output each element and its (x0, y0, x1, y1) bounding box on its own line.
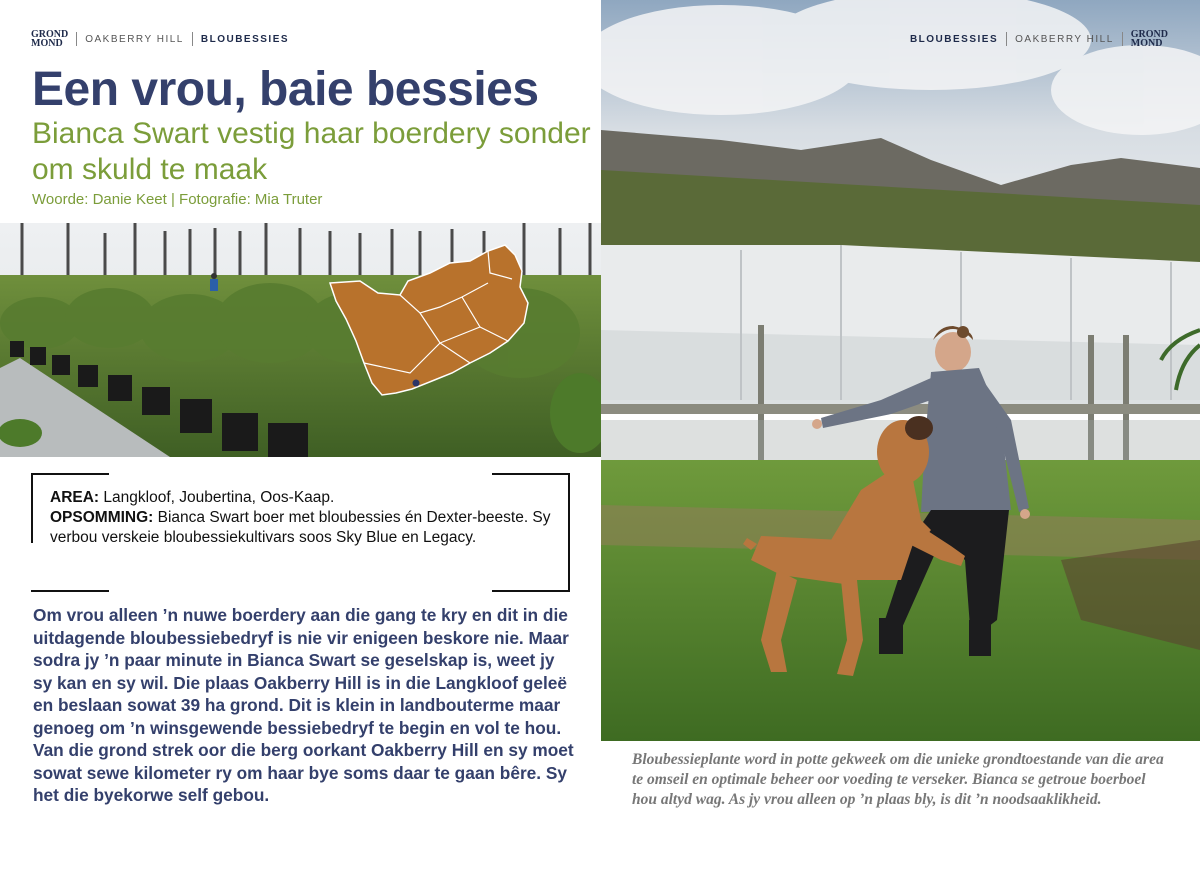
farm-dog-illustration (601, 0, 1200, 741)
blueberry-field-photo (0, 223, 601, 457)
logo-line-1: GROND (31, 29, 69, 40)
masthead-divider (1122, 32, 1123, 46)
summary-label: OPSOMMING: (50, 509, 154, 526)
masthead-section: BLOUBESSIES (200, 33, 290, 45)
article-byline: Woorde: Danie Keet | Fotografie: Mia Truter (32, 191, 323, 208)
left-masthead (31, 30, 289, 48)
masthead-section: BLOUBESSIES (909, 33, 999, 45)
logo-line-2: MOND (31, 38, 63, 49)
article-subtitle: Bianca Swart vestig haar boerdery sonder om skuld te maak (32, 117, 591, 186)
article-lead-paragraph: Om vrou alleen ’n nuwe boerdery aan die gang te kry en dit in die uitdagende bloubessiebedryf is nie vir enigeen beskore nie. Maar sodra jy ’n paar minute in Bianca Swart se geselskap is, weet jy sy kan en sy wil. Die plaas Oakberry Hill is in die Langkloof geleë en beslaan sowat 39 ha grond. Dit is klein in landbouterme maar genoeg om ’n winsgewende bessiebedryf te begin en vol te hou. Van die grond strek oor die berg oorkant Oakberry Hill en sy moet sowat sewe kilometer ry om haar bye soms daar te gaan bêre. Sy het die byekorwe self gebou. (33, 605, 574, 805)
area-label: AREA: (50, 489, 100, 506)
farm-location-marker (413, 380, 420, 387)
grond-mond-logo (31, 30, 68, 48)
fact-box-corner (31, 590, 109, 592)
right-page (601, 0, 1200, 879)
masthead-divider (192, 32, 193, 46)
logo-line-2: MOND (1130, 38, 1163, 49)
bianca-and-boerboel-photo (601, 0, 1200, 741)
logo-line-1: GROND (1130, 29, 1168, 40)
area-value: Langkloof, Joubertina, Oos-Kaap. (99, 489, 335, 506)
masthead-farm: OAKBERRY HILL (1015, 33, 1114, 45)
fact-box-text (50, 488, 560, 548)
fact-box (31, 473, 570, 592)
masthead-divider (1006, 32, 1007, 46)
photo-caption: Bloubessieplante word in potte gekweek om die unieke grondtoestande van die area te omseil en optimale beheer oor voeding te verseker. Bianca se getroue boerboel hou altyd wag. As jy vrou alleen op ’n plaas bly, is dit ’n noodsaaklikheid. (632, 751, 1164, 808)
right-masthead (910, 30, 1168, 48)
summary-value: Bianca Swart boer met bloubessies én Dexter-beeste. Sy verbou verskeie bloubessiekultivars soos Sky Blue en Legacy. (50, 509, 551, 546)
masthead-divider (76, 32, 77, 46)
blueberry-field-illustration (0, 223, 601, 457)
grond-mond-logo (1131, 30, 1168, 48)
masthead-farm: OAKBERRY HILL (85, 33, 184, 45)
article-title: Een vrou, baie bessies (32, 63, 539, 116)
